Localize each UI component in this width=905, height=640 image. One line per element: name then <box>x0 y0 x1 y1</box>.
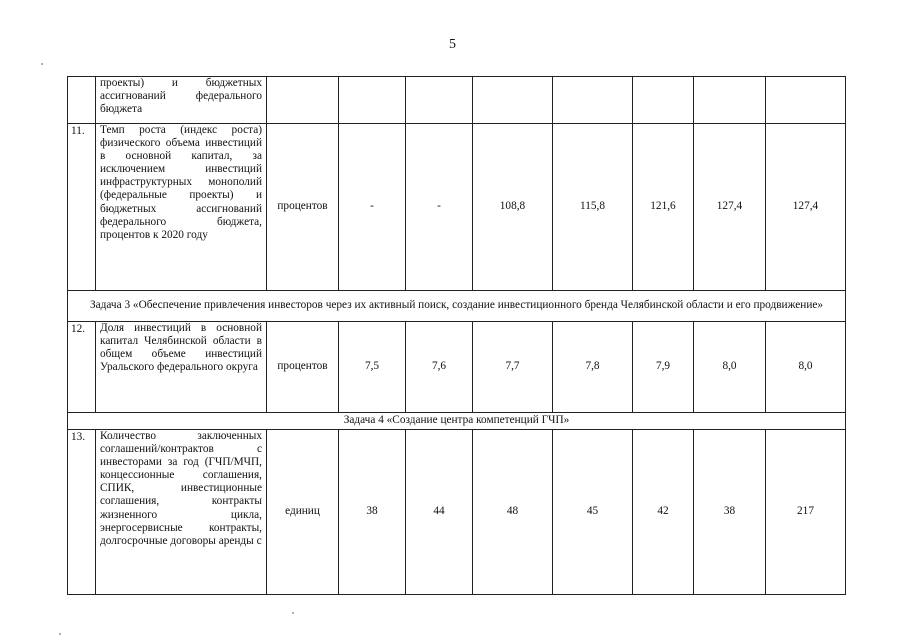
value-cell: 7,8 <box>553 322 633 413</box>
value-cell: - <box>339 124 406 291</box>
indicator-name: Доля инвестиций в основной капитал Челябинской области в общем объеме инвестиций Уральского федерального округа <box>96 322 267 413</box>
value-cell: 45 <box>553 430 633 595</box>
table-row-11 <box>68 124 846 291</box>
value-cell: 38 <box>339 430 406 595</box>
row-number <box>68 77 96 124</box>
value-cell <box>406 77 473 124</box>
unit-cell <box>267 77 339 124</box>
unit-cell: процентов <box>267 322 339 413</box>
value-cell: - <box>406 124 473 291</box>
unit-cell: процентов <box>267 124 339 291</box>
value-cell <box>766 77 846 124</box>
task-4-heading: Задача 4 «Создание центра компетенций ГЧП» <box>68 413 846 430</box>
value-cell: 48 <box>473 430 553 595</box>
value-cell <box>339 77 406 124</box>
value-cell <box>694 77 766 124</box>
value-cell <box>633 77 694 124</box>
value-cell: 42 <box>633 430 694 595</box>
value-cell: 7,5 <box>339 322 406 413</box>
scan-speck <box>292 612 294 614</box>
indicator-name: проекты) и бюджетных ассигнований федерального бюджета <box>96 77 267 124</box>
value-cell: 127,4 <box>694 124 766 291</box>
table-row-continuation <box>68 77 846 124</box>
table-row-13 <box>68 430 846 595</box>
value-cell: 8,0 <box>766 322 846 413</box>
value-cell: 7,9 <box>633 322 694 413</box>
row-number: 11. <box>68 124 96 291</box>
unit-cell: единиц <box>267 430 339 595</box>
value-cell <box>553 77 633 124</box>
value-cell: 217 <box>766 430 846 595</box>
page-number: 5 <box>449 37 456 52</box>
value-cell: 8,0 <box>694 322 766 413</box>
row-number: 13. <box>68 430 96 595</box>
value-cell: 44 <box>406 430 473 595</box>
value-cell: 115,8 <box>553 124 633 291</box>
value-cell: 108,8 <box>473 124 553 291</box>
value-cell: 7,7 <box>473 322 553 413</box>
indicators-table <box>67 76 846 595</box>
value-cell: 127,4 <box>766 124 846 291</box>
task-heading-row <box>68 413 846 430</box>
scan-speck <box>59 633 61 635</box>
row-number: 12. <box>68 322 96 413</box>
indicator-name: Количество заключенных соглашений/контрактов с инвесторами за год (ГЧП/МЧП, концессионные соглашения, СПИК, инвестиционные соглашения, контракты жизненного цикла, энергосервисные контракты, долгосрочные договоры аренды с <box>96 430 267 595</box>
value-cell: 121,6 <box>633 124 694 291</box>
value-cell: 38 <box>694 430 766 595</box>
indicator-name: Темп роста (индекс роста) физического объема инвестиций в основной капитал, за исключением инвестиций инфраструктурных монополий (федеральные проекты) и бюджетных ассигнований федерального бюджета, процентов к 2020 году <box>96 124 267 291</box>
value-cell: 7,6 <box>406 322 473 413</box>
task-heading-row <box>68 291 846 322</box>
table-row-12 <box>68 322 846 413</box>
value-cell <box>473 77 553 124</box>
scan-speck <box>41 63 43 65</box>
task-3-heading: Задача 3 «Обеспечение привлечения инвесторов через их активный поиск, создание инвестиционного бренда Челябинской области и его продвижение» <box>68 291 846 322</box>
